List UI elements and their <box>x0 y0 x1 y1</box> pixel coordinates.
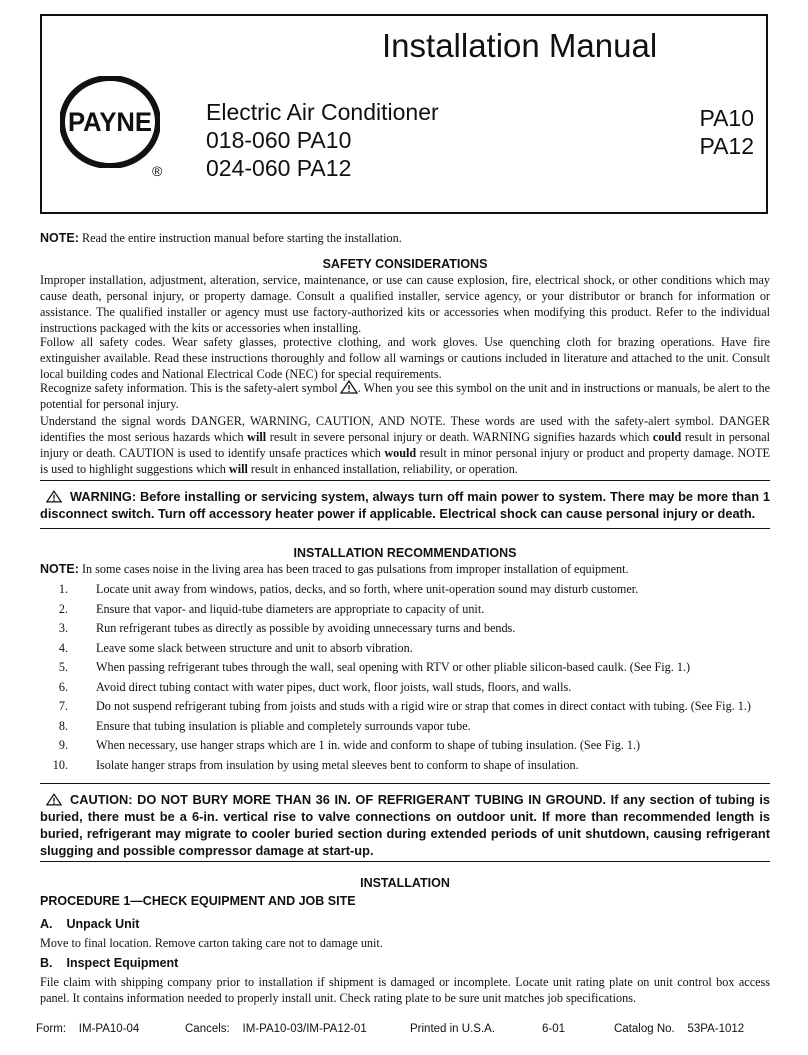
section-b-text: File claim with shipping company prior to installation if shipment is damaged or incomplete. Locate unit rating plate on unit control box access panel. It contains information needed to properly install unit. Check rating plate to be sure unit matches job specifications. <box>40 975 770 1006</box>
list-text: When necessary, use hanger straps which are 1 in. wide and conform to shape of tubing insulation. (See Fig. 1.) <box>96 738 641 752</box>
safety-paragraph-1: Improper installation, adjustment, alteration, service, maintenance, or use can cause explosion, fire, electrical shock, or other conditions which may cause death, personal injury, or property damage. Consult a qualified installer, service agency, or your distributor or branch for information or assistance. The qualified installer or agency must use factory-authorized kits or accessories when modifying this product. Refer to the individual instructions packaged with the kits or accessories when installing. <box>40 273 770 336</box>
safety-p4-text: result in personal injury or death. CAUTION is used to identify unsafe practices which <box>40 430 770 461</box>
list-number: 1. <box>58 582 68 596</box>
list-item <box>40 757 770 777</box>
list-item <box>40 640 770 660</box>
warning-text: WARNING: Before installing or servicing system, always turn off main power to system. There may be more than 1 disconnect switch. Turn off accessory heater power if applicable. Electrical shock can cause personal injury or death. <box>40 489 770 521</box>
list-item <box>40 698 770 718</box>
list-text: Locate unit away from windows, patios, decks, and so forth, where unit-operation sound may disturb customer. <box>96 582 639 596</box>
safety-p4-text: result in minor personal injury or product and property damage. NOTE is used to highlight suggestions which <box>40 446 770 477</box>
list-number: 7. <box>58 699 68 713</box>
warning-icon <box>46 490 62 503</box>
section-a-text: Move to final location. Remove carton taking care not to damage unit. <box>40 936 383 950</box>
list-number: 3. <box>58 621 68 635</box>
header-box <box>40 14 768 214</box>
safety-paragraph-4 <box>40 413 770 477</box>
model-code: PA12 <box>699 133 754 159</box>
procedure-heading: PROCEDURE 1—CHECK EQUIPMENT AND JOB SITE <box>40 894 356 908</box>
model-lines <box>699 104 754 160</box>
list-number: 10. <box>52 757 68 772</box>
caution-icon <box>46 793 62 806</box>
footer-printed: Printed in U.S.A. <box>410 1023 496 1035</box>
section-label: B. <box>40 956 53 970</box>
list-text: Leave some slack between structure and unit to absorb vibration. <box>96 640 413 655</box>
list-text: Run refrigerant tubes as directly as possible by avoiding unnecessary turns and bends. <box>96 621 516 635</box>
list-item <box>40 718 770 738</box>
list-item <box>40 737 770 757</box>
installation-heading: INSTALLATION <box>360 876 450 890</box>
list-item <box>40 679 770 699</box>
recommendations-heading: INSTALLATION RECOMMENDATIONS <box>293 546 517 560</box>
divider <box>40 528 770 529</box>
list-text: Ensure that tubing insulation is pliable and completely surrounds vapor tube. <box>96 718 471 733</box>
model-code: PA10 <box>699 105 754 131</box>
emphasis: will <box>228 462 248 477</box>
section-a-heading <box>40 916 139 933</box>
product-lines <box>206 98 439 182</box>
manual-title: Installation Manual <box>382 27 658 64</box>
section-b-heading <box>40 955 178 972</box>
divider <box>40 861 770 862</box>
recommendations-note <box>40 561 770 578</box>
list-text: Ensure that vapor- and liquid-tube diameters are appropriate to capacity of unit. <box>96 601 485 616</box>
note-label: NOTE: <box>40 562 79 576</box>
note-text: In some cases noise in the living area has been traced to gas pulsations from improper installation of equipment. <box>81 562 629 576</box>
list-number: 6. <box>58 679 68 694</box>
safety-heading: SAFETY CONSIDERATIONS <box>322 257 488 271</box>
list-number: 4. <box>58 640 68 655</box>
caution-text: CAUTION: DO NOT BURY MORE THAN 36 IN. OF REFRIGERANT TUBING IN GROUND. If any section of tubing is buried, there must be a 6-in. vertical rise to valve connections on outdoor unit. If more than recommended length is buried, refrigerant may migrate to cooler buried section during extended periods of unit shutdown, causing refrigerant slugging and possible compressor damage at start-up. <box>40 792 770 858</box>
footer-cancels: Cancels: IM-PA10-03/IM-PA12-01 <box>185 1023 367 1035</box>
list-text: Avoid direct tubing contact with water pipes, duct work, floor joists, wall studs, floors, and walls. <box>96 679 572 694</box>
list-text: Do not suspend refrigerant tubing from joists and studs with a rigid wire or strap that comes in direct contact with tubing. (See Fig. 1.) <box>96 699 751 713</box>
safety-p4-text: Understand the signal words DANGER, WARNING, CAUTION, AND NOTE. These words are used with the safety-alert symbol. DANGER identifies the most serious hazards which <box>40 414 770 445</box>
footer-form: Form: IM-PA10-04 <box>36 1023 140 1035</box>
footer-date: 6-01 <box>542 1023 566 1035</box>
list-number: 2. <box>58 601 68 616</box>
note-text: Read the entire instruction manual before starting the installation. <box>81 231 402 245</box>
product-line: 024-060 PA12 <box>206 155 352 181</box>
product-line: 018-060 PA10 <box>206 127 352 153</box>
list-item <box>40 659 770 679</box>
logo-text: PAYNE <box>68 107 152 137</box>
list-number: 9. <box>58 738 68 752</box>
note-label: NOTE: <box>40 231 79 245</box>
list-number: 8. <box>58 718 68 733</box>
section-title: Inspect Equipment <box>66 956 179 970</box>
emphasis: will <box>247 430 267 445</box>
list-item <box>40 581 770 601</box>
safety-paragraph-3 <box>40 380 770 412</box>
section-title: Unpack Unit <box>66 917 140 931</box>
list-item <box>40 620 770 640</box>
intro-note <box>40 230 770 247</box>
warning-callout <box>40 489 770 523</box>
safety-p3-text: . When you see this symbol on the unit and in instructions or manuals, be alert to the potential for personal injury. <box>40 381 771 412</box>
emphasis: could <box>652 430 682 445</box>
footer-catalog: Catalog No. 53PA-1012 <box>614 1023 745 1035</box>
recommendations-list <box>40 581 770 776</box>
list-text: Isolate hanger straps from insulation by using metal sleeves bent to conform to shape of insulation. <box>96 757 579 772</box>
safety-p4-text: result in severe personal injury or death. WARNING signifies hazards which <box>266 430 653 445</box>
divider <box>40 480 770 481</box>
list-text: When passing refrigerant tubes through the wall, seal opening with RTV or other pliable silicon-based caulk. (See Fig. 1.) <box>96 660 691 674</box>
safety-paragraph-2: Follow all safety codes. Wear safety glasses, protective clothing, and work gloves. Use quenching cloth for brazing operations. Have fire extinguisher available. Read these instructions thoroughly and follow all warnings or cautions included in literature and attached to the unit. Consult local building codes and National Electrical Code (NEC) for special requirements. <box>40 335 770 382</box>
payne-logo <box>60 76 160 168</box>
list-item <box>40 601 770 621</box>
safety-p4-text: result in enhanced installation, reliability, or operation. <box>247 462 518 477</box>
divider <box>40 783 770 784</box>
safety-p3-text: Recognize safety information. This is the safety-alert symbol <box>40 381 338 395</box>
emphasis: would <box>384 446 417 461</box>
safety-alert-icon <box>340 380 358 394</box>
caution-callout <box>40 792 770 860</box>
list-number: 5. <box>58 660 68 674</box>
product-line: Electric Air Conditioner <box>206 99 439 125</box>
section-label: A. <box>40 917 53 931</box>
registered-mark: ® <box>152 163 163 179</box>
